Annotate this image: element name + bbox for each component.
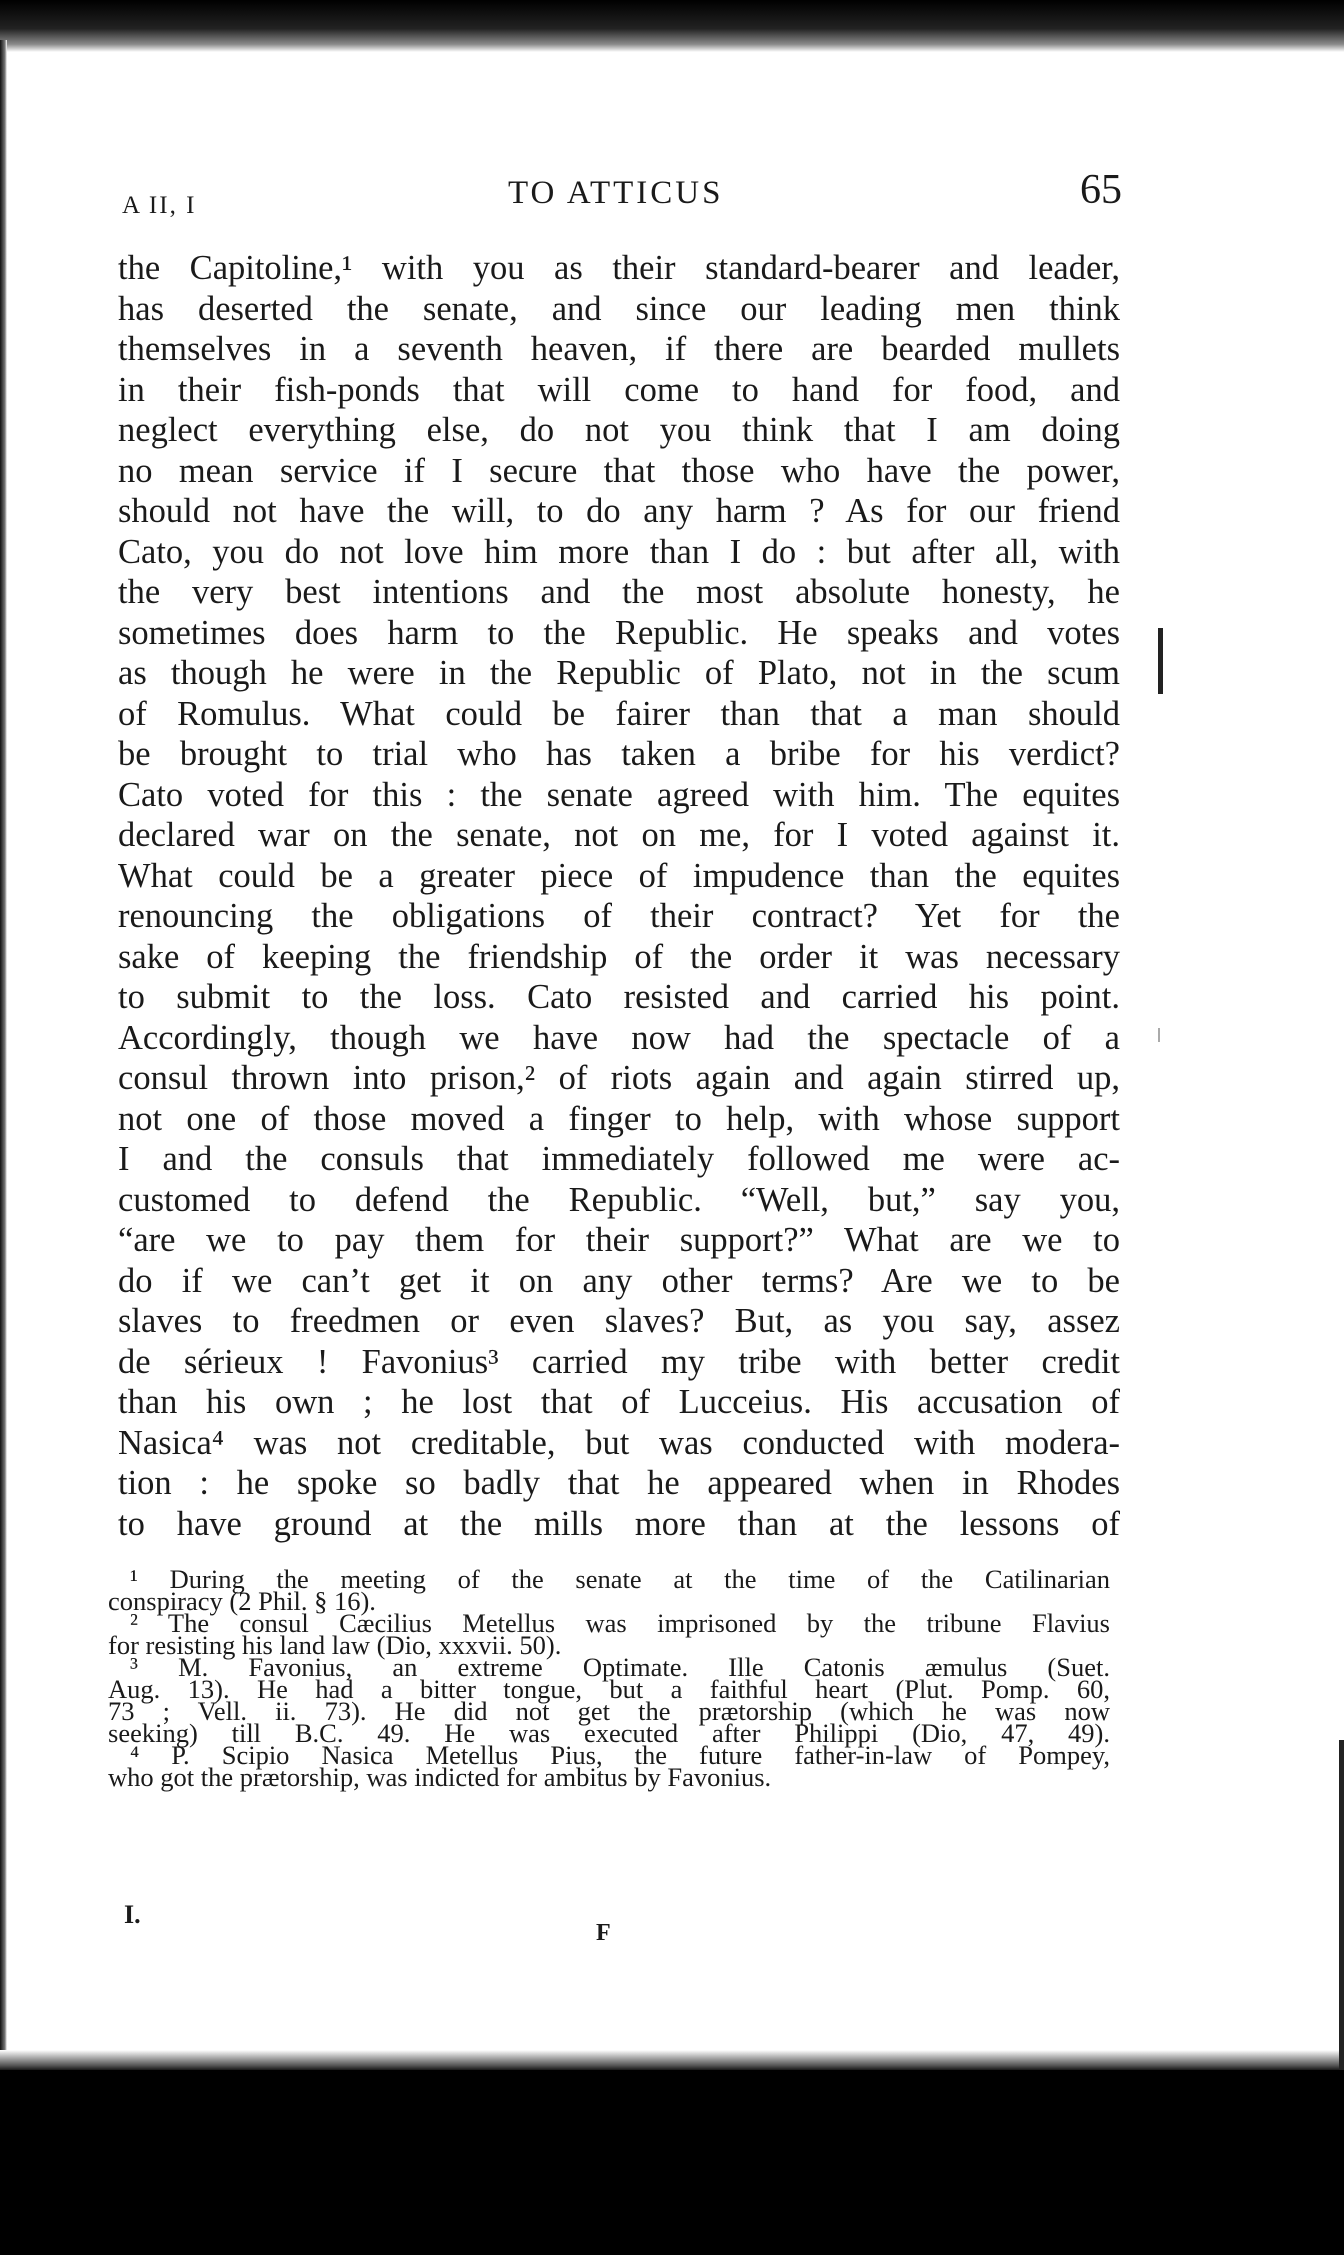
letter-body bbox=[118, 248, 1120, 1544]
scan-top-edge bbox=[0, 0, 1344, 52]
page-number: 65 bbox=[1080, 167, 1122, 213]
margin-mark bbox=[1158, 628, 1163, 694]
body-line: themselves in a seventh heaven, if there are bearded mullets bbox=[118, 330, 1120, 368]
body-line: as though he were in the Republic of Plato, not in the scum bbox=[118, 654, 1120, 692]
body-line: Accordingly, though we have now had the spectacle of a bbox=[118, 1018, 1120, 1057]
running-head bbox=[122, 167, 1122, 222]
body-line: de sérieux ! Favonius³ carried my tribe with better credit bbox=[118, 1342, 1120, 1381]
body-line: What could be a greater piece of impudence than the equites bbox=[118, 856, 1120, 895]
body-line: not one of those moved a finger to help, with whose support bbox=[118, 1099, 1120, 1138]
body-line: I and the consuls that immediately followed me were ac- bbox=[118, 1140, 1120, 1178]
footnote-line: ⁴ P. Scipio Nasica Metellus Pius, the future father-in-law of Pompey, bbox=[130, 1740, 1110, 1770]
footnote-line: for resisting his land law (Dio, xxxvii. 50). bbox=[108, 1630, 562, 1660]
section-reference: A II, I bbox=[122, 192, 197, 219]
body-line: Cato voted for this : the senate agreed with him. The equites bbox=[118, 775, 1120, 814]
body-line: should not have the will, to do any harm ? As for our friend bbox=[118, 492, 1120, 530]
footnote-line: Aug. 13). He had a bitter tongue, but a faithful heart (Plut. Pomp. 60, bbox=[108, 1674, 1110, 1704]
body-line: Cato, you do not love him more than I do : but after all, with bbox=[118, 532, 1120, 571]
body-line: has deserted the senate, and since our leading men think bbox=[118, 289, 1120, 328]
footnote-line: ² The consul Cæcilius Metellus was imprisoned by the tribune Flavius bbox=[130, 1608, 1110, 1638]
body-line: renouncing the obligations of their contract? Yet for the bbox=[118, 897, 1120, 935]
footnotes bbox=[108, 1564, 1110, 1792]
body-line: consul thrown into prison,² of riots again and again stirred up, bbox=[118, 1059, 1120, 1097]
body-line: no mean service if I secure that those who have the power, bbox=[118, 451, 1120, 490]
scan-right-edge bbox=[1339, 1740, 1344, 2070]
body-line: sake of keeping the friendship of the order it was necessary bbox=[118, 937, 1120, 976]
body-line: than his own ; he lost that of Lucceius. His accusation of bbox=[118, 1383, 1120, 1421]
body-line: of Romulus. What could be fairer than that a man should bbox=[118, 694, 1120, 733]
scan-bottom-fade bbox=[0, 2050, 1344, 2072]
signature-mark: I. bbox=[124, 1900, 141, 1929]
footnote-line: 73 ; Vell. ii. 73). He did not get the prætorship (which he was now bbox=[108, 1696, 1110, 1726]
footnote-line: seeking) till B.C. 49. He was executed after Philippi (Dio, 47, 49). bbox=[108, 1718, 1110, 1748]
body-line: declared war on the senate, not on me, for I voted against it. bbox=[118, 816, 1120, 854]
body-line: do if we can’t get it on any other terms? Are we to be bbox=[118, 1261, 1120, 1300]
signature-letter: F bbox=[596, 1920, 611, 1946]
body-line: tion : he spoke so badly that he appeared when in Rhodes bbox=[118, 1464, 1120, 1502]
scan-left-edge bbox=[0, 40, 7, 2070]
body-line: customed to defend the Republic. “Well, but,” say you, bbox=[118, 1180, 1120, 1219]
body-line: be brought to trial who has taken a bribe for his verdict? bbox=[118, 735, 1120, 773]
footnote-line: who got the prætorship, was indicted for ambitus by Favonius. bbox=[108, 1762, 772, 1792]
body-line: to submit to the loss. Cato resisted and carried his point. bbox=[118, 978, 1120, 1016]
body-line: the very best intentions and the most absolute honesty, he bbox=[118, 573, 1120, 611]
body-line: slaves to freedmen or even slaves? But, as you say, assez bbox=[118, 1302, 1120, 1340]
body-line: sometimes does harm to the Republic. He speaks and votes bbox=[118, 613, 1120, 652]
body-line: Nasica⁴ was not creditable, but was conducted with modera- bbox=[118, 1423, 1120, 1462]
margin-tick bbox=[1158, 1028, 1160, 1042]
body-line: the Capitoline,¹ with you as their standard-bearer and leader, bbox=[118, 249, 1120, 287]
body-line: “are we to pay them for their support?” What are we to bbox=[118, 1221, 1120, 1259]
body-line: in their fish-ponds that will come to hand for food, and bbox=[118, 370, 1120, 409]
body-line: to have ground at the mills more than at the lessons of bbox=[118, 1504, 1120, 1543]
footnote-line: ¹ During the meeting of the senate at the time of the Catilinarian bbox=[130, 1564, 1110, 1594]
footnote-line: conspiracy (2 Phil. § 16). bbox=[108, 1586, 376, 1616]
scan-bottom-edge bbox=[0, 2070, 1344, 2255]
footnote-line: ³ M. Favonius, an extreme Optimate. Ille Catonis æmulus (Suet. bbox=[130, 1652, 1110, 1682]
body-line: neglect everything else, do not you think that I am doing bbox=[118, 411, 1120, 449]
running-title: TO ATTICUS bbox=[508, 175, 724, 211]
